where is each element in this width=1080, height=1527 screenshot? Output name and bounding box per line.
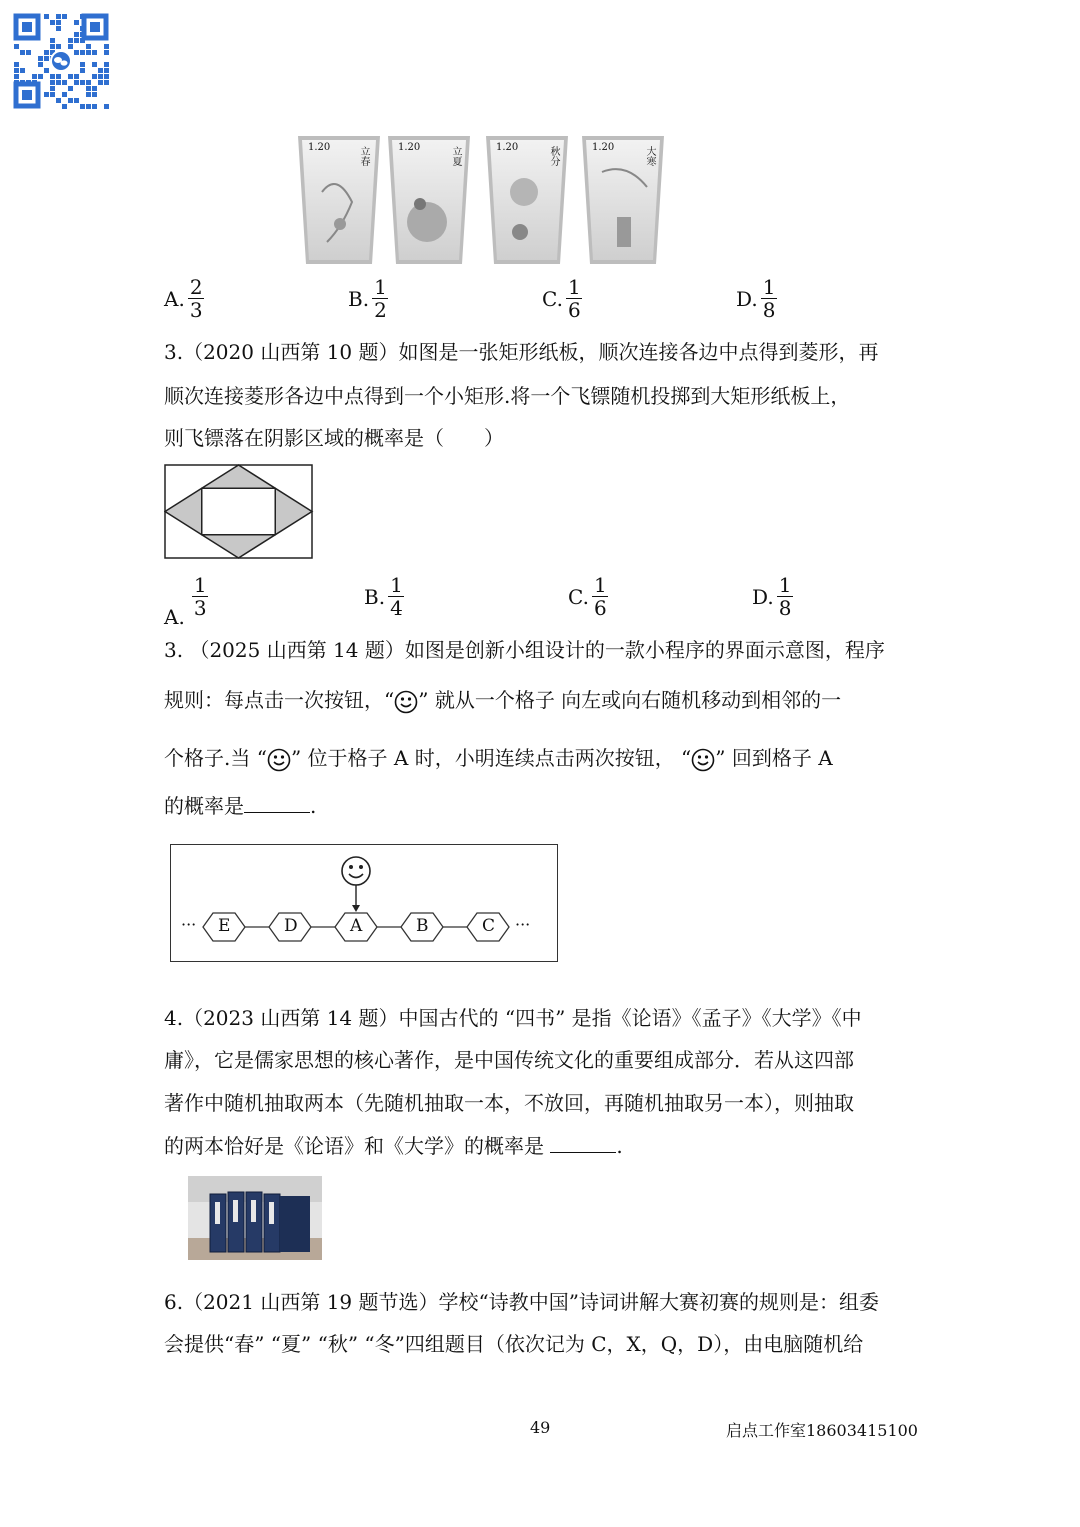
smiley-icon xyxy=(267,748,291,772)
q3a-option-c: C. $\frac{1}{6}$ xyxy=(568,574,610,619)
stamp-4-value: 1.20 xyxy=(592,142,615,153)
fraction: $\frac{1}{2}$ xyxy=(374,275,387,322)
studio-contact: 启点工作室18603415100 xyxy=(726,1421,918,1440)
stamps-figure xyxy=(292,132,672,268)
q-prev-option-b: B. $\frac{1}{2}$ xyxy=(348,276,390,321)
cell-label-a: A xyxy=(350,916,363,936)
q3b-line-4: 的概率是 . xyxy=(164,794,317,818)
stamp-2-value: 1.20 xyxy=(398,142,421,153)
q-prev-option-d: D. $\frac{1}{8}$ xyxy=(736,276,778,321)
ellipsis-left: ··· xyxy=(181,915,197,934)
q3a-line-1: 3.（2020 山西第 10 题）如图是一张矩形纸板，顺次连接各边中点得到菱形，再 xyxy=(164,340,879,364)
fraction: $\frac{1}{6}$ xyxy=(567,275,581,322)
qr-code xyxy=(12,12,110,110)
q3a-line-2: 顺次连接菱形各边中点得到一个小矩形.将一个飞镖随机投掷到大矩形纸板上， xyxy=(164,384,851,408)
stamp-3-name: 秋分 xyxy=(548,146,559,166)
smiley-icon xyxy=(691,748,715,772)
rectangle-rhombus-figure xyxy=(164,464,314,560)
answer-blank[interactable] xyxy=(550,1134,616,1153)
page-number: 49 xyxy=(530,1418,551,1437)
stamp-3-value: 1.20 xyxy=(496,142,519,153)
q4-line-4: 的两本恰好是《论语》和《大学》的概率是 . xyxy=(164,1134,623,1158)
fraction: $\frac{1}{4}$ xyxy=(390,573,403,620)
stamp-1-name: 立春 xyxy=(358,146,369,166)
q4-line-3: 著作中随机抽取两本（先随机抽取一本，不放回，再随机抽取另一本），则抽取 xyxy=(164,1091,854,1115)
cell-label-d: D xyxy=(284,916,298,936)
smiley-icon xyxy=(394,690,418,714)
four-books-photo xyxy=(188,1176,322,1260)
cell-label-c: C xyxy=(482,916,496,936)
stamp-1-value: 1.20 xyxy=(308,142,331,153)
fraction: $\frac{1}{8}$ xyxy=(778,573,792,620)
q3b-line-3: 个格子.当 “ ” 位于格子 A 时，小明连续点击两次按钮， “ ” 回到格子 A xyxy=(164,746,833,770)
fraction: $\frac{2}{3}$ xyxy=(189,275,203,322)
q3a-option-a: A. $\frac{1}{3}$ xyxy=(164,574,210,627)
q4-line-1: 4.（2023 山西第 14 题）中国古代的 “四书” 是指《论语》《孟子》《大学》《中 xyxy=(164,1006,862,1030)
fraction: $\frac{1}{8}$ xyxy=(762,275,776,322)
smiley-icon xyxy=(342,857,370,885)
cell-label-e: E xyxy=(218,916,231,936)
q-prev-option-a: A. $\frac{2}{3}$ xyxy=(164,276,206,321)
ellipsis-right: ··· xyxy=(515,915,531,934)
answer-blank[interactable] xyxy=(244,794,310,813)
program-interface-figure xyxy=(170,844,558,962)
q3a-option-d: D. $\frac{1}{8}$ xyxy=(752,574,794,619)
q-prev-option-c: C. $\frac{1}{6}$ xyxy=(542,276,584,321)
stamp-4-name: 大寒 xyxy=(644,146,655,166)
fraction: $\frac{1}{6}$ xyxy=(593,573,607,620)
q3a-option-b: B. $\frac{1}{4}$ xyxy=(364,574,406,619)
q3a-line-3: 则飞镖落在阴影区域的概率是（ ） xyxy=(164,426,504,450)
q6-line-1: 6.（2021 山西第 19 题节选）学校“诗教中国”诗词讲解大赛初赛的规则是：组委 xyxy=(164,1290,879,1314)
q3b-line-1: 3. （2025 山西第 14 题）如图是创新小组设计的一款小程序的界面示意图，程序 xyxy=(164,638,885,662)
q3b-line-2: 规则：每点击一次按钮，“ ” 就从一个格子 向左或向右随机移动到相邻的一 xyxy=(164,688,842,712)
fraction: $\frac{1}{3}$ xyxy=(193,573,207,620)
stamp-2-name: 立夏 xyxy=(450,146,461,166)
q6-line-2: 会提供“春” “夏” “秋” “冬”四组题目（依次记为 C，X，Q，D），由电脑随机给 xyxy=(164,1332,864,1356)
arrow-down-icon xyxy=(352,905,360,912)
q4-line-2: 庸》，它是儒家思想的核心著作，是中国传统文化的重要组成部分．若从这四部 xyxy=(164,1048,854,1072)
cell-label-b: B xyxy=(416,916,429,936)
